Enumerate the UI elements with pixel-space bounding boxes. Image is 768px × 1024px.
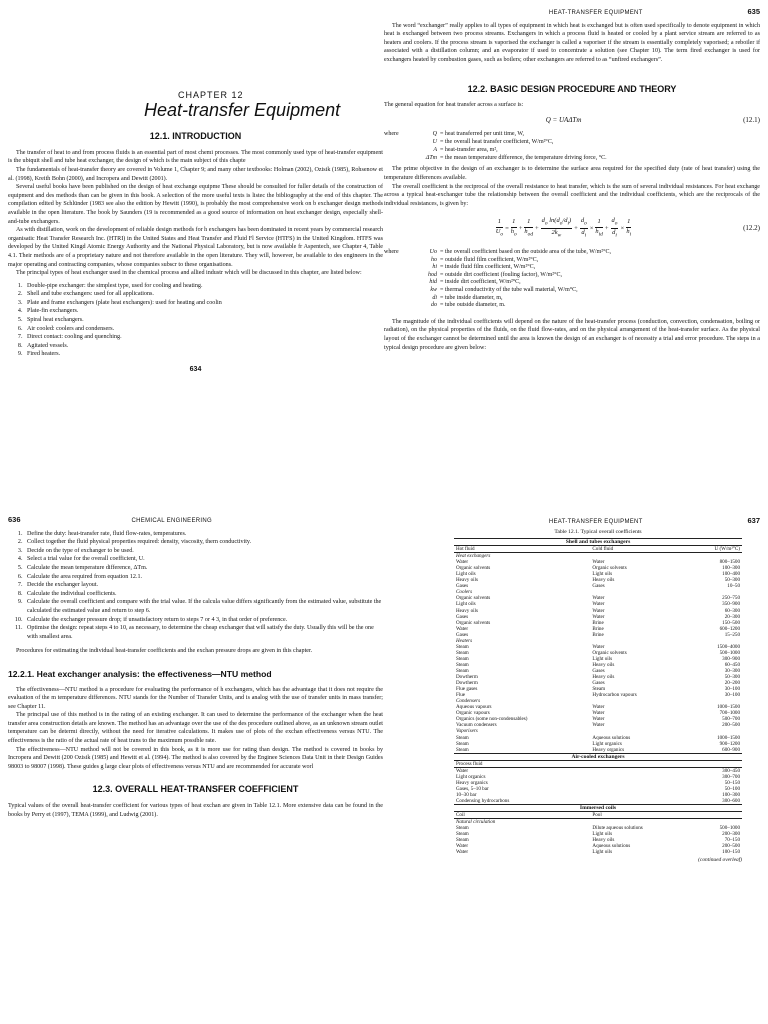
cold-fluid-cell: Gases [592,680,605,687]
table-row [454,849,742,855]
coefficient-cell: 60–300 [724,607,740,614]
hot-fluid-cell: Organic solvents [456,595,491,602]
running-header [384,516,760,525]
column-header: Cold fluid [590,546,688,553]
cold-fluid-cell: Water [592,704,605,711]
definition: = outside fluid film coefficient, W/m²°C, [440,256,539,263]
list-item: 9. Fired heaters. [24,350,383,359]
running-header [8,516,383,526]
running-head-text: HEAT-TRANSFER EQUIPMENT [548,10,643,16]
coefficient-cell: 200–500 [722,722,740,729]
cold-fluid-cell: Water [592,601,605,608]
coefficient-cell: 350–900 [722,601,740,608]
coefficient-cell: 30–100 [724,686,740,693]
hot-fluid-cell: Light organics [456,773,486,780]
cold-fluid-cell: Dilute aqueous solutions [592,825,643,832]
hot-fluid-cell: Dowtherm [456,674,478,681]
hot-fluid-cell: Heavy oils [456,607,478,614]
cold-fluid-cell: Aqueous solutions [592,734,631,741]
page-636 [8,516,383,1016]
section-heading: 12.1. INTRODUCTION [149,131,242,142]
coefficient-cell: 300–600 [722,797,740,804]
hot-fluid-cell: Heavy oils [456,577,478,584]
hot-fluid-cell: Steam [456,643,469,650]
coefficient-cell: 1000–1500 [717,734,740,741]
hot-fluid-cell: Vacuum condensers [456,722,497,729]
definition: = inside fluid film coefficient, W/m²°C, [440,264,536,271]
paragraph: The magnitude of the individual coefficients will depend on the nature of the heat-transfer process (conduction, convection, condensation, boiling or radiation), on the physical properties of the fluids, on the fluid flow-rates, and on the physical arrangement of the heat-transfer surface. As the physical layout of the exchanger cannot be determined until the area is known the design of an exchanger is of necessity a trial and error procedure. The steps in a typical design procedure are given below: [384,318,760,351]
coefficient-cell: 15–250 [724,631,740,638]
table-group-heading: Air-cooled exchangers [454,753,742,760]
page-637 [384,516,760,1016]
coefficient-cell: 600–900 [722,746,740,753]
cold-fluid-cell: Heavy oils [592,661,615,668]
definition: = inside dirt coefficient, W/m²°C, [440,279,521,286]
list-item: 4. Select a trial value for the overall coefficient, U. [24,555,383,564]
exchanger-types-list [8,282,383,359]
hot-fluid-cell: Steam [456,734,469,741]
symbol: hid [429,279,437,286]
column-header: Hot fluid [454,546,590,553]
section-heading: 12.3. OVERALL HEAT-TRANSFER COEFFICIENT [92,784,299,795]
symbol: A [433,147,437,154]
column-header: U (W/m²°C) [689,546,742,553]
cold-fluid-cell: Heavy oils [592,837,615,844]
list-item: 6. Calculate the area required from equation 12.1. [24,573,383,582]
paragraph: The word “exchanger” really applies to all types of equipment in which heat is exchanged but is often used specifically to denote equipment in which heat is exchanged between two process streams. Exchangers in which a process fluid is heated or cooled by a plant service stream are referred to as heaters and coolers. If the process stream is vaporised the exchanger is called a vaporiser if the stream is essentially completely vaporised; a reboiler if associated with a distillation column; and an evaporator if used to concentrate a solution (see Chapter 10). The term fired exchanger is used for exchangers heated by combustion gases, such as boilers; other exchangers are referred to as “unfired exchangers”. [384,22,760,63]
cold-fluid-cell: Brine [592,625,604,632]
hot-fluid-cell: Dowtherm [456,680,478,687]
cold-fluid-cell: Heavy oils [592,577,615,584]
category-label: Coolers [456,589,473,596]
coefficient-cell: 800–1500 [719,559,740,566]
definition: = heat transferred per unit time, W, [440,131,525,138]
category-label: Natural circulation [456,819,496,826]
coefficient-cell: 250–750 [722,595,740,602]
page-number: 634 [189,366,202,374]
equation-body: Q = UAΔTm [545,115,582,124]
definition: = heat-transfer area, m², [440,147,498,154]
hot-fluid-cell: Organic solvents [456,619,491,626]
coefficient-cell: 20–300 [724,613,740,620]
hot-fluid-cell: Steam [456,831,469,838]
cold-fluid-cell: Water [592,716,605,723]
running-header [384,8,760,18]
paragraph: The fundamentals of heat-transfer theory are covered in Volume 1, Chapter 9; and many other textbooks: Holman (2002), Ozisik (1985), Rohsenow et al. (1998), Kreith Bohn (2000), and Incropera and Dewitt (2001). [8,166,383,182]
equation-number: (12.2) [743,224,760,233]
coefficient-cell: 50–300 [724,577,740,584]
hot-fluid-cell: Condensing hydrocarbons [456,797,510,804]
hot-fluid-cell: Steam [456,661,469,668]
cold-fluid-cell: Aqueous solutions [592,843,631,850]
list-item: 3. Decide on the type of exchanger to be used. [24,547,383,556]
hot-fluid-cell: 10–30 bar [456,791,477,798]
hot-fluid-cell: Water [456,625,469,632]
cold-fluid-cell: Water [592,710,605,717]
paragraph: The transfer of heat to and from process fluids is an essential part of most chemi processes. The most commonly used type of heat-transfer equipment is the ubiquit shell and tube heat exchanger, the design of which is the main subject of this chapte [8,149,383,165]
hot-fluid-cell: Steam [456,740,469,747]
coefficient-cell: 200–300 [722,831,740,838]
paragraph: The general equation for heat transfer across a surface is: [384,102,524,109]
hot-fluid-cell: Gases [456,613,469,620]
coefficient-cell: 20–200 [724,680,740,687]
page-number: 637 [747,516,760,525]
hot-fluid-cell: Steam [456,837,469,844]
symbol: hod [428,271,437,278]
list-item: 2. Shell and tube exchangers: used for all applications. [24,290,383,299]
hot-fluid-cell: Flue [456,692,466,699]
where-label: where [384,249,399,256]
coefficient-cell: 10–50 [727,583,740,590]
list-item: 4. Plate-fin exchangers. [24,307,383,316]
hot-fluid-cell: Steam [456,649,469,656]
hot-fluid-cell: Gases, 5–10 bar [456,785,489,792]
cold-fluid-cell: Organic solvents [592,649,627,656]
table-group-heading: Immersed coils [454,805,742,812]
list-item: 11. Optimise the design: repeat steps 4 to 10, as necessary, to determine the cheap exchanger that will satisfy the duty. Usually this will be the one with smallest area. [24,624,383,641]
list-item: 7. Direct contact: cooling and quenching. [24,333,383,342]
column-header: Pool [590,812,688,819]
cold-fluid-cell: Water [592,559,605,566]
chapter-label: CHAPTER 12 [178,90,244,100]
cold-fluid-cell: Gases [592,667,605,674]
coefficient-cell: 300–700 [722,773,740,780]
symbol: ho [431,256,437,263]
cold-fluid-cell: Water [592,613,605,620]
coefficient-cell: 30–300 [724,667,740,674]
design-steps-list [8,530,383,642]
coefficient-cell: 60–450 [724,661,740,668]
list-item: 5. Spiral heat exchangers. [24,316,383,325]
cold-fluid-cell: Gases [592,583,605,590]
coefficient-cell: 500–700 [722,716,740,723]
list-item: 2. Collect together the fluid physical properties required: density, viscosity, thern conductivity. [24,538,383,547]
definition: = the overall coefficient based on the outside area of the tube, W/m²°C, [440,249,611,256]
coefficient-cell: 50–300 [724,674,740,681]
paragraph: The principal types of heat exchanger used in the chemical process and allied industr which will be discussed in this chapter, are listed below: [16,270,362,277]
cold-fluid-cell: Water [592,643,605,650]
hot-fluid-cell: Water [456,843,469,850]
paragraph: The effectiveness—NTU method will not be covered in this book, as it is more use for rating than design. The method is covered in books by Incropera and Dewitt (200 Ozisik (1985) and Hewitt et al. (1994). The method is also covered by the Enginee Sciences Data Unit in their Design Guides 98003 to 98007 (1998). These guides g large clear plots of effectiveness versus NTU and are recommended for accurate worl [8,746,383,770]
paragraph: The principal use of this method is in the rating of an existing exchanger. It can used to determine the performance of the exchanger when the heat transfer area construction details are known. The method has an advantage over the use of the des procedure outlined above, as an unknown stream outlet temperature can be determi directly, without the need for iterative calculations. It makes use of plots of the exchan effectiveness versus NTU. The effectiveness is the ratio of the actual rate of heat trans to the maximum possible rate. [8,712,383,745]
cold-fluid-cell: Light oils [592,831,613,838]
cold-fluid-cell: Light oils [592,849,613,856]
category-label: Condensers [456,698,481,705]
equation-body: $\frac{1}{U_o}$ = $\frac{1}{h_o}$ + 1 $h_{od}$ + $\frac{d_o \ln(d_o/d_i)}{2k_w}$ + $\frac{d_o}{d_i}$ × 1 $h_{id}$ + $\frac{d_o}{d_i}$ × $\frac{1}{h_i}$ [495,217,632,239]
cold-fluid-cell: Organic solvents [592,565,627,572]
where-label: where [384,131,399,138]
coefficient-cell: 500–1000 [719,649,740,656]
table-header-row [454,760,742,767]
section-heading: 12.2. BASIC DESIGN PROCEDURE AND THEORY [467,83,677,94]
coefficient-cell: 1500–4000 [717,643,740,650]
cold-fluid-cell: Water [592,722,605,729]
hot-fluid-cell: Water [456,849,469,856]
definition: = tube inside diameter, m, [440,294,503,301]
where-list [384,130,760,162]
paragraph: As with distillation, work on the development of reliable design methods for h exchangers has been dominated in recent years by commercial research organisatic Heat Transfer Research Inc. (HTRI) in the United States and Heat Transfer and Fluid Fl Service (HTFS) in the United Kingdom. HTFS was developed by the United Kingd Atomic Energy Authority and the National Physical Laboratory, but is now available fr Aspentech, see Chapter 4, Table 4.1. Their methods are of a proprietary nature and not therefore available in the open literature. They will, however, be available to des engineers in the major operating and contracting companies, whose companies subscr to these organisations. [8,227,383,268]
hot-fluid-cell: Water [456,559,469,566]
category-label: Heat exchangers [456,553,491,560]
symbol: Uo [429,249,437,256]
list-item: 5. Calculate the mean temperature difference, ΔTm. [24,564,383,573]
paragraph: The prime objective in the design of an exchanger is to determine the surface area required for the specified duty (rate of heat transfer) using the temperature differences available. [384,166,760,181]
hot-fluid-cell: Gases [456,631,469,638]
cold-fluid-cell: Water [592,607,605,614]
cold-fluid-cell: Brine [592,619,604,626]
cold-fluid-cell: Light oils [592,571,613,578]
chapter-title: Heat-transfer Equipment [144,99,341,120]
running-head-text: HEAT-TRANSFER EQUIPMENT [548,519,643,525]
coefficient-cell: 30–100 [724,692,740,699]
list-item: 8. Calculate the individual coefficients. [24,590,383,599]
list-item: 1. Define the duty: heat-transfer rate, fluid flow-rates, temperatures. [24,530,383,539]
cold-fluid-cell: Light organics [592,740,622,747]
hot-fluid-cell: Steam [456,655,469,662]
hot-fluid-cell: Aqueous vapours [456,704,492,711]
coefficient-cell: 700–1000 [719,710,740,717]
symbol: U [432,139,437,146]
coefficient-cell: 50–150 [724,779,740,786]
coefficient-cell: 600–1200 [719,625,740,632]
coefficient-cell: 100–300 [722,565,740,572]
equation-number: (12.1) [743,115,760,124]
table-caption: Table 12.1. Typical overall coefficients [554,529,642,535]
definition: = outside dirt coefficient (fouling factor), W/m²°C, [440,271,562,278]
hot-fluid-cell: Organic solvents [456,565,491,572]
hot-fluid-cell: Steam [456,667,469,674]
overall-coefficients-table [454,538,742,855]
table-group-heading: Shell and tubes exchangers [454,539,742,546]
coefficient-cell: 300–900 [722,655,740,662]
paragraph: The overall coefficient is the reciprocal of the overall resistance to heat transfer, which is the sum of several individual resistances. For heat exchange across a typical heat-exchanger tube the relationship between the overall coefficient and the individual coefficients, which are the reciprocals of the individual resistances, is given by: [384,183,760,207]
cold-fluid-cell: Light oils [592,655,613,662]
equation-12-1 [384,116,760,125]
hot-fluid-cell: Steam [456,825,469,832]
list-item: 6. Air cooled: coolers and condensers. [24,325,383,334]
definition: = the overall heat transfer coefficient, W/m²°C, [440,139,554,146]
cold-fluid-cell: Brine [592,631,604,638]
coefficient-cell: 300–450 [722,767,740,774]
list-item: 1. Double-pipe exchanger: the simplest type, used for cooling and heating. [24,282,383,291]
page-number: 635 [747,8,760,16]
definition: = the mean temperature difference, the temperature driving force, °C. [440,155,607,162]
hot-fluid-cell: Light oils [456,601,476,608]
column-header: Coil [454,812,590,819]
where-list-2 [384,249,760,310]
hot-fluid-cell: Organics (some non-condensables) [456,716,528,723]
coefficient-cell: 150–500 [722,619,740,626]
continued-note: (continued overleaf) [698,857,742,864]
hot-fluid-cell: Organic vapours [456,710,490,717]
subsection-heading: 12.2.1. Heat exchanger analysis: the effectiveness—NTU method [8,668,272,679]
coefficient-cell: 1000–1500 [717,704,740,711]
symbol: hi [432,264,437,271]
hot-fluid-cell: Gases [456,583,469,590]
paragraph: Several useful books have been published on the design of heat exchange equipme These should be consulted for fuller details of the construction of equipment and des methods than can be given in this book. A selection of the more useful texts is listec the bibliography at the end of this chapter. The compilation edited by Schlünder (1983 see also the edition by Hewitt (1990), is probably the most comprehensive work on b exchanger design methods available in the open literature. The book by Saunders (19 is recommended as a good source of information on heat exchanger design, especially shell-and-tube exchangers. [8,184,383,225]
hot-fluid-cell: Flue gases [456,686,478,693]
list-item: 10. Calculate the exchanger pressure drop; if unsatisfactory return to steps 7 or 4 3, in that order of preference. [24,616,383,625]
symbol: ΔTm [425,155,437,162]
list-item: 8. Agitated vessels. [24,342,383,351]
cold-fluid-cell: Heavy oils [592,674,615,681]
paragraph: Procedures for estimating the individual heat-transfer coefficients and the exchan pressure drops are given in this chapter. [16,648,313,655]
hot-fluid-cell: Heavy organics [456,779,488,786]
coefficient-cell: 900–1200 [719,740,740,747]
definition: = thermal conductivity of the tube wall material, W/m°C, [440,287,578,294]
symbol: Q [432,131,437,138]
list-item: 3. Plate and frame exchangers (plate heat exchangers): used for heating and coolin [24,299,383,308]
page-635 [384,8,760,498]
cold-fluid-cell: Water [592,595,605,602]
equation-12-2 [384,217,760,240]
coefficient-cell: 500–1000 [719,825,740,832]
cold-fluid-cell: Hydrocarbon vapours [592,692,637,699]
coefficient-cell: 100–150 [722,849,740,856]
category-label: Heaters [456,637,473,644]
cold-fluid-cell: Steam [592,686,606,693]
symbol: di [432,294,437,301]
coefficient-cell: 100–300 [722,791,740,798]
paragraph: Typical values of the overall heat-transfer coefficient for various types of heat exchan are given in Table 12.1. More extensive data can be found in the books by Perry et (1997), TEMA (1999), and Ludwig (2001). [8,803,383,818]
cold-fluid-cell: Heavy organics [592,746,625,753]
column-header: Process fluid [454,760,689,767]
coefficient-cell: 200–500 [722,843,740,850]
list-item: 9. Calculate the overall coefficient and compare with the trial value. If the calcula value differs significantly from the estimated value, substitute the calculated the estimated value and return to step 6. [24,598,383,615]
paragraph: The effectiveness—NTU method is a procedure for evaluating the performance of h exchangers, which has the advantage that it does not require the evaluation of the m temperature differences. NTU stands for the Number of Transfer Units, and is analog with the use of transfer units in mass transfer; see Chapter 11. [8,686,383,710]
symbol: do [431,302,437,309]
symbol: kw [430,287,437,294]
category-label: Vaporisers [456,728,478,735]
coefficient-cell: 100–400 [722,571,740,578]
hot-fluid-cell: Light oils [456,571,476,578]
running-head-text: CHEMICAL ENGINEERING [131,518,212,524]
table-header-row [454,812,742,819]
table-header-row [454,546,742,553]
list-item: 7. Decide the exchanger layout. [24,581,383,590]
page-number: 636 [8,516,21,524]
coefficient-cell: 70–150 [724,837,740,844]
hot-fluid-cell: Steam [456,746,469,753]
hot-fluid-cell: Water [456,767,469,774]
definition: = tube outside diameter, m. [440,302,506,309]
page-634 [8,8,383,498]
coefficient-cell: 50–100 [724,785,740,792]
